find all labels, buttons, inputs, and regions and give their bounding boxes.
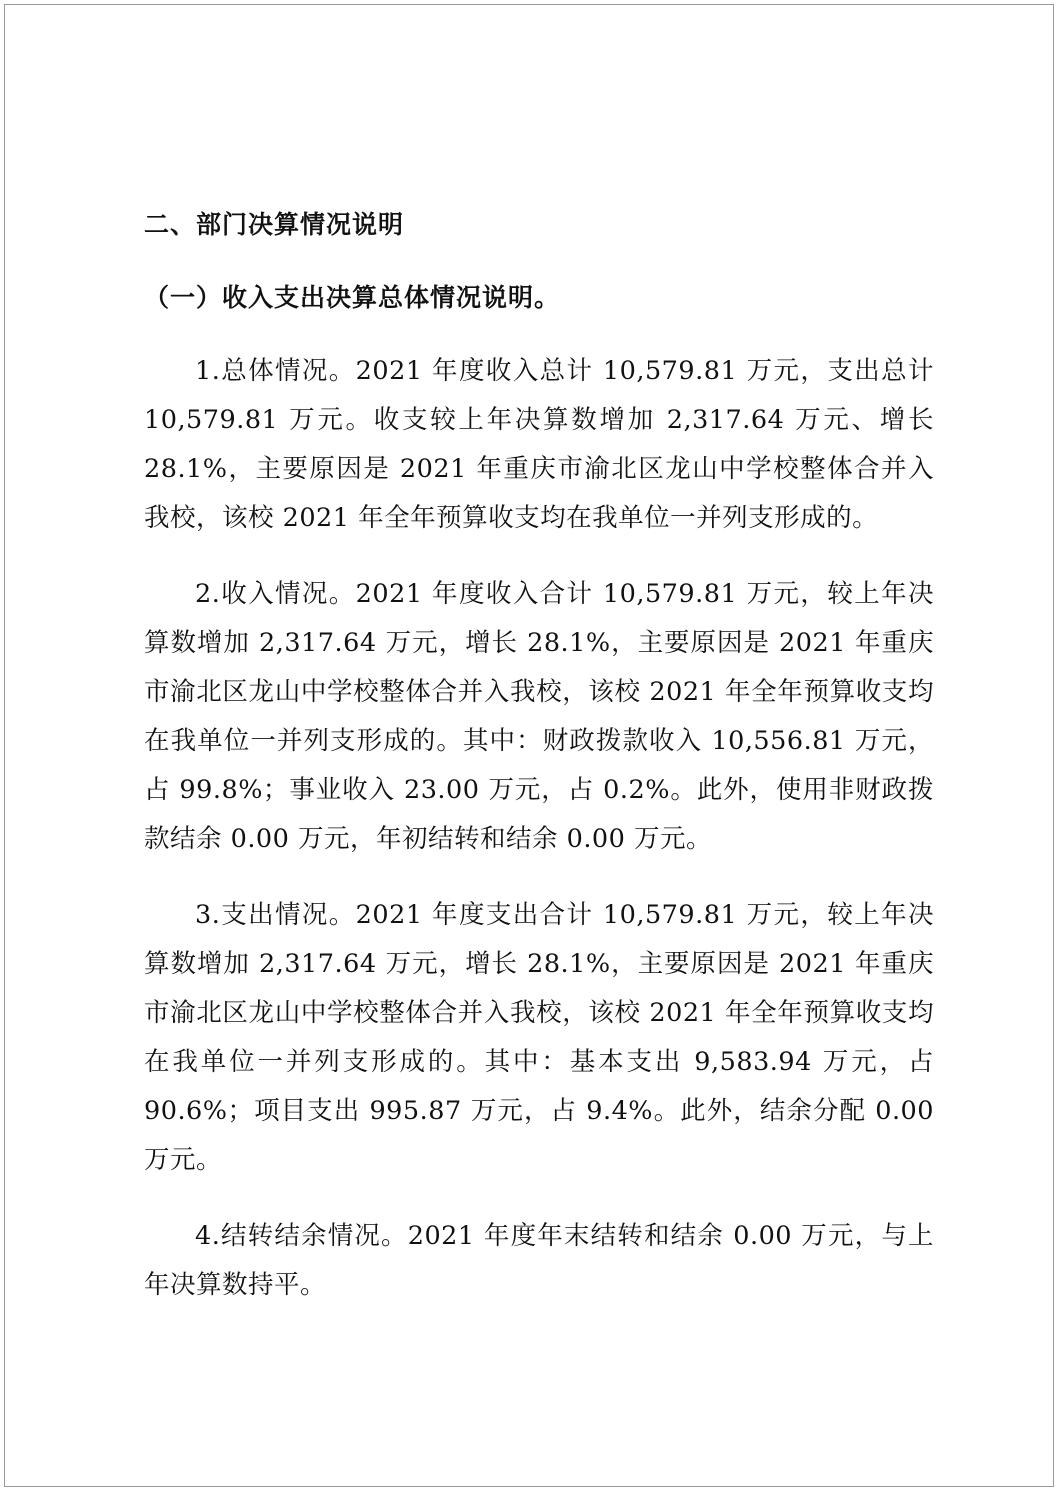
section-heading: 二、部门决算情况说明 [144,210,405,239]
document-page [4,4,1054,1487]
paragraph-expenditure: 3.支出情况。2021 年度支出合计 10,579.81 万元，较上年决算数增加 2,317.64 万元，增长 28.1%，主要原因是 2021 年重庆市渝北区龙山中学校整体合并入我校，该校 2021 年全年预算收支均在我单位一并列支形成的。其中：基本支出 9,583.94 万元，占 90.6%；项目支出 995.87 万元，占 9.4%。此外，结余分配 0.00 万元。 [144,900,934,1175]
document-body [144,200,934,1310]
paragraph-income: 2.收入情况。2021 年度收入合计 10,579.81 万元，较上年决算数增加 2,317.64 万元，增长 28.1%，主要原因是 2021 年重庆市渝北区龙山中学校整体合并入我校，该校 2021 年全年预算收支均在我单位一并列支形成的。其中：财政拨款收入 10,556.81 万元，占 99.8%；事业收入 23.00 万元，占 0.2%。此外，使用非财政拨款结余 0.00 万元，年初结转和结余 0.00 万元。 [144,579,934,854]
paragraph-carryover: 4.结转结余情况。2021 年度年末结转和结余 0.00 万元，与上年决算数持平。 [144,1221,934,1300]
paragraph-overall: 1.总体情况。2021 年度收入总计 10,579.81 万元，支出总计 10,579.81 万元。收支较上年决算数增加 2,317.64 万元、增长 28.1%，主要原因是 2021 年重庆市渝北区龙山中学校整体合并入我校，该校 2021 年全年预算收支均在我单位一并列支形成的。 [144,356,934,533]
sub-heading: （一）收入支出决算总体情况说明。 [144,283,561,312]
